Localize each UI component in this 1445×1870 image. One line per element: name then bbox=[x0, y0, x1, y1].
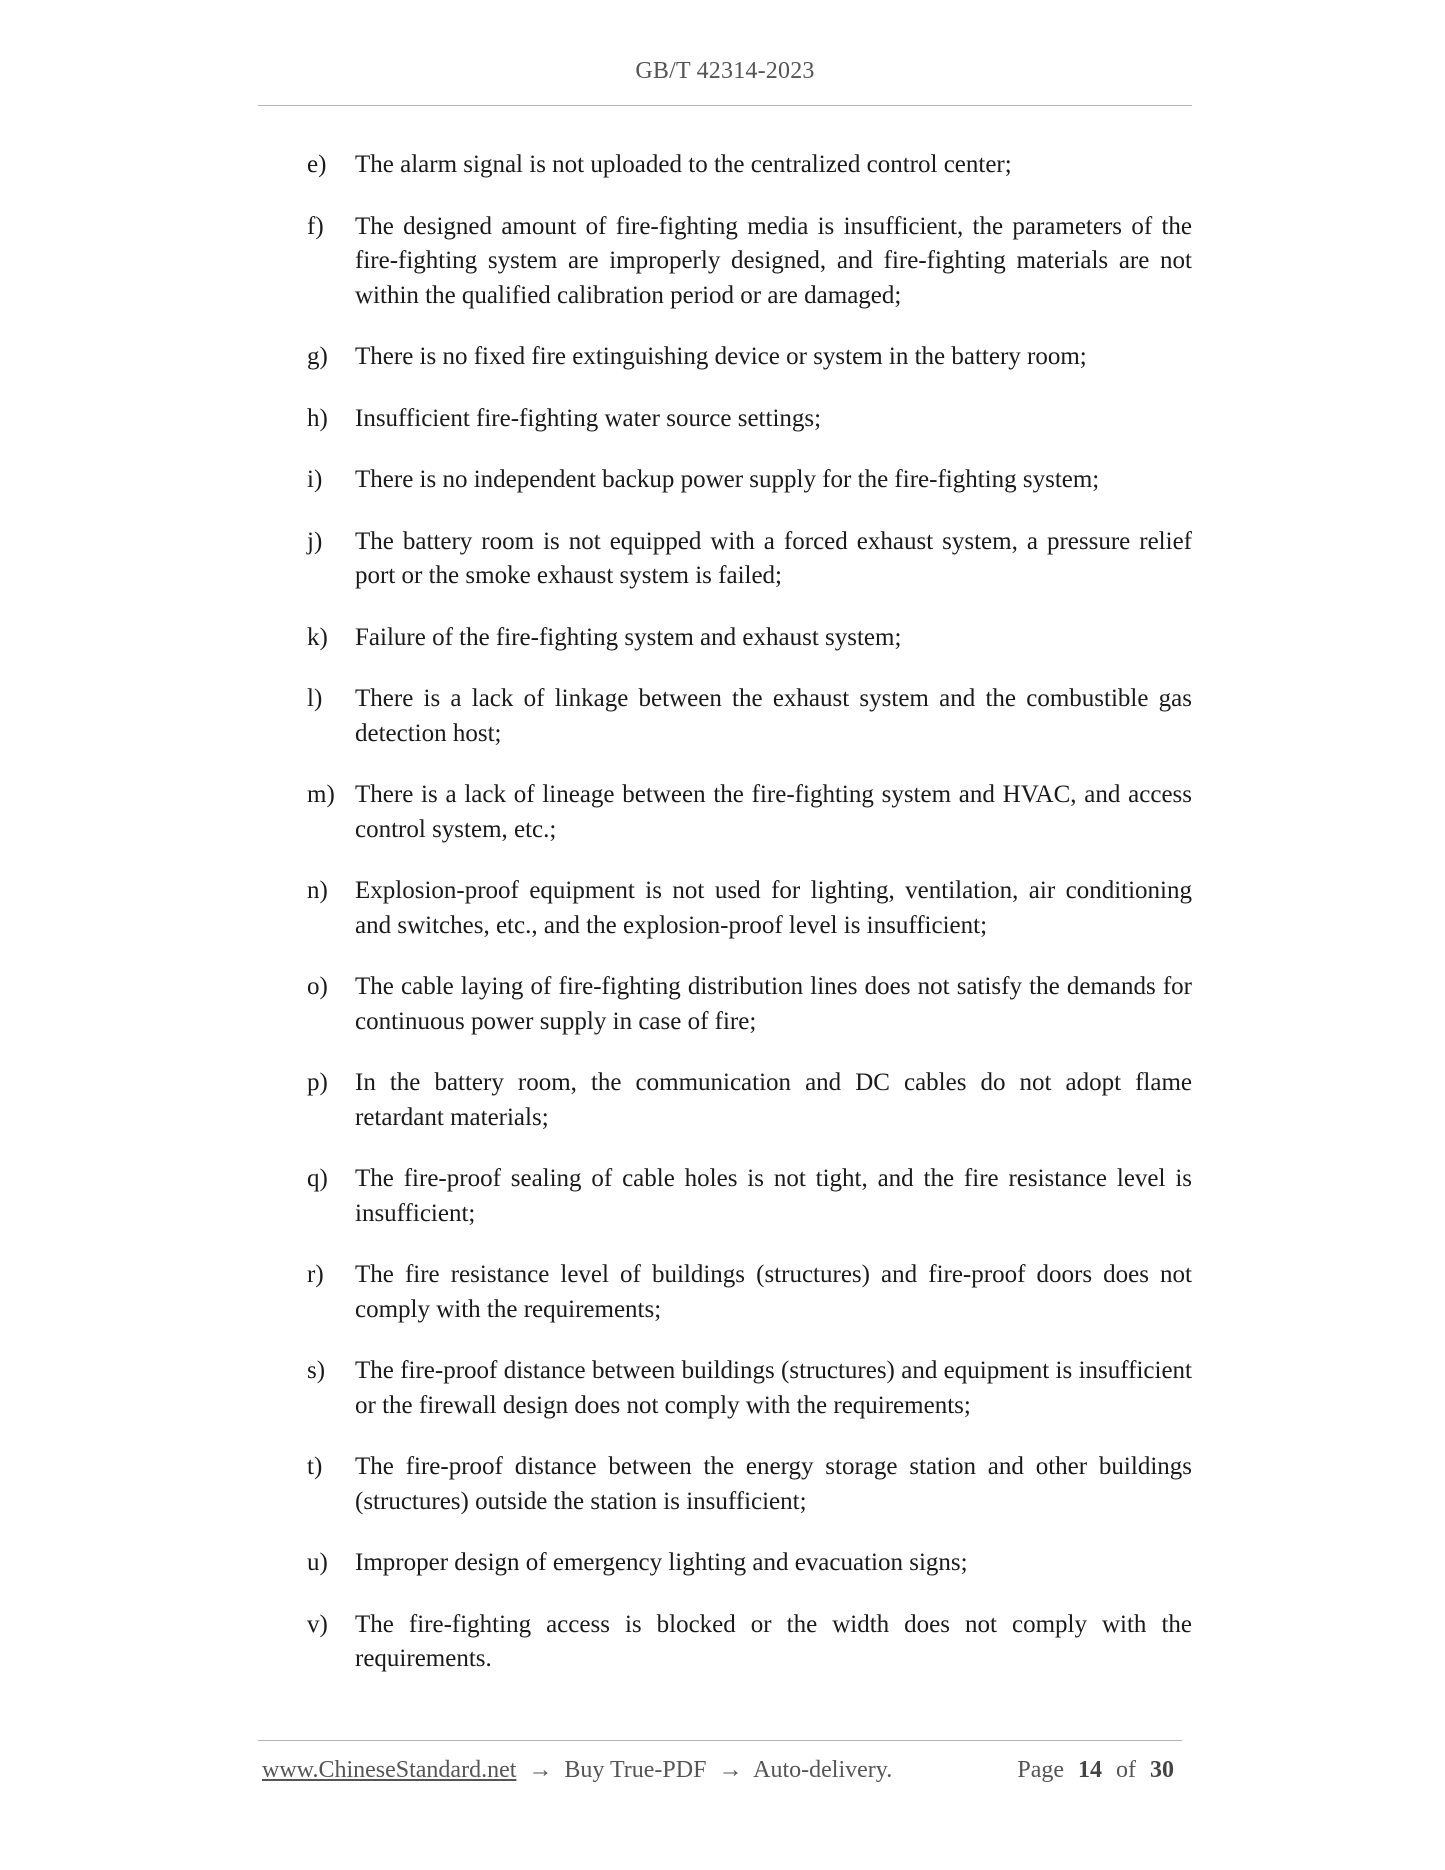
arrow-right-icon: → bbox=[718, 1757, 743, 1783]
list-item-text: The battery room is not equipped with a forced exhaust system, a pressure relief port or the smoke exhaust system is failed; bbox=[355, 527, 1192, 589]
list-item-text: The alarm signal is not uploaded to the centralized control center; bbox=[355, 151, 1012, 178]
list-item-text: There is a lack of linkage between the exhaust system and the combustible gas detection host; bbox=[355, 685, 1192, 747]
list-item bbox=[307, 1258, 1192, 1327]
of-label: of bbox=[1116, 1757, 1136, 1783]
list-item bbox=[307, 210, 1192, 314]
list-item-text: The fire-fighting access is blocked or the width does not comply with the requirements. bbox=[355, 1610, 1192, 1672]
list-item-text: The fire-proof distance between the energy storage station and other buildings (structures) outside the station is insufficient; bbox=[355, 1453, 1192, 1515]
list-item-label: r) bbox=[307, 1261, 324, 1288]
list-item-text: Insufficient fire-fighting water source settings; bbox=[355, 404, 822, 432]
list-item-text: The cable laying of fire-fighting distribution lines does not satisfy the demands for continuous power supply in case of fire; bbox=[355, 973, 1192, 1035]
list-item bbox=[307, 1608, 1192, 1677]
list-item-label: s) bbox=[307, 1357, 326, 1384]
list-item-text: The designed amount of fire-fighting media is insufficient, the parameters of the fire-fighting system are improperly designed, and fire-fighting materials are not within the qualified calibration period or are damaged; bbox=[355, 212, 1192, 309]
footer-divider bbox=[258, 1740, 1182, 1741]
list-item bbox=[307, 463, 1192, 498]
total-pages: 30 bbox=[1150, 1757, 1174, 1783]
list-item bbox=[307, 1162, 1192, 1231]
requirements-list bbox=[307, 148, 1192, 1704]
list-item-text: Failure of the fire-fighting system and exhaust system; bbox=[355, 623, 902, 651]
document-header bbox=[258, 58, 1192, 85]
list-item-label: i) bbox=[307, 466, 323, 493]
page-label: Page bbox=[1017, 1757, 1064, 1783]
buy-pdf-text: Buy True-PDF bbox=[564, 1757, 707, 1783]
list-item-label: j) bbox=[307, 527, 323, 555]
website-link[interactable]: www.ChineseStandard.net bbox=[262, 1757, 517, 1783]
list-item-label: n) bbox=[307, 877, 328, 904]
page-number: 14 bbox=[1078, 1757, 1102, 1783]
page-footer bbox=[262, 1757, 1182, 1784]
list-item-text: The fire resistance level of buildings (structures) and fire-proof doors does not comply with the requirements; bbox=[355, 1261, 1192, 1323]
list-item-label: v) bbox=[307, 1610, 328, 1638]
list-item-text: Improper design of emergency lighting and evacuation signs; bbox=[355, 1549, 968, 1576]
page-indicator bbox=[1017, 1757, 1182, 1784]
list-item-label: l) bbox=[307, 685, 323, 712]
list-item bbox=[307, 1546, 1192, 1581]
list-item-label: h) bbox=[307, 404, 328, 432]
list-item-label: t) bbox=[307, 1453, 323, 1480]
list-item bbox=[307, 402, 1192, 437]
list-item-label: g) bbox=[307, 343, 328, 370]
document-id: GB/T 42314-2023 bbox=[635, 58, 815, 84]
list-item bbox=[307, 148, 1192, 183]
list-item bbox=[307, 525, 1192, 594]
list-item bbox=[307, 621, 1192, 656]
list-item-label: u) bbox=[307, 1549, 328, 1576]
list-item-text: There is a lack of lineage between the fire-fighting system and HVAC, and access control system, etc.; bbox=[355, 781, 1192, 843]
list-item bbox=[307, 874, 1192, 943]
list-item bbox=[307, 1450, 1192, 1519]
arrow-right-icon: → bbox=[528, 1757, 553, 1783]
list-item-text: In the battery room, the communication and DC cables do not adopt flame retardant materials; bbox=[355, 1069, 1192, 1131]
list-item-text: There is no independent backup power supply for the fire-fighting system; bbox=[355, 466, 1100, 493]
list-item-text: The fire-proof distance between buildings (structures) and equipment is insufficient or the firewall design does not comply with the requirements; bbox=[355, 1357, 1192, 1419]
auto-delivery-text: Auto-delivery. bbox=[753, 1757, 893, 1783]
list-item-label: q) bbox=[307, 1165, 328, 1192]
header-divider bbox=[258, 105, 1192, 106]
list-item-label: e) bbox=[307, 151, 327, 178]
list-item bbox=[307, 340, 1192, 375]
list-item-text: Explosion-proof equipment is not used for lighting, ventilation, air conditioning and switches, etc., and the explosion-proof level is insufficient; bbox=[355, 877, 1192, 939]
list-item-text: The fire-proof sealing of cable holes is not tight, and the fire resistance level is insufficient; bbox=[355, 1165, 1192, 1227]
list-item bbox=[307, 1066, 1192, 1135]
list-item-text: There is no fixed fire extinguishing device or system in the battery room; bbox=[355, 343, 1087, 370]
footer-promo bbox=[262, 1757, 892, 1784]
list-item-label: p) bbox=[307, 1069, 328, 1096]
list-item bbox=[307, 682, 1192, 751]
list-item bbox=[307, 778, 1192, 847]
list-item-label: f) bbox=[307, 212, 324, 240]
list-item-label: k) bbox=[307, 623, 328, 651]
list-item bbox=[307, 970, 1192, 1039]
list-item-label: o) bbox=[307, 973, 328, 1000]
list-item-label: m) bbox=[307, 781, 335, 808]
list-item bbox=[307, 1354, 1192, 1423]
